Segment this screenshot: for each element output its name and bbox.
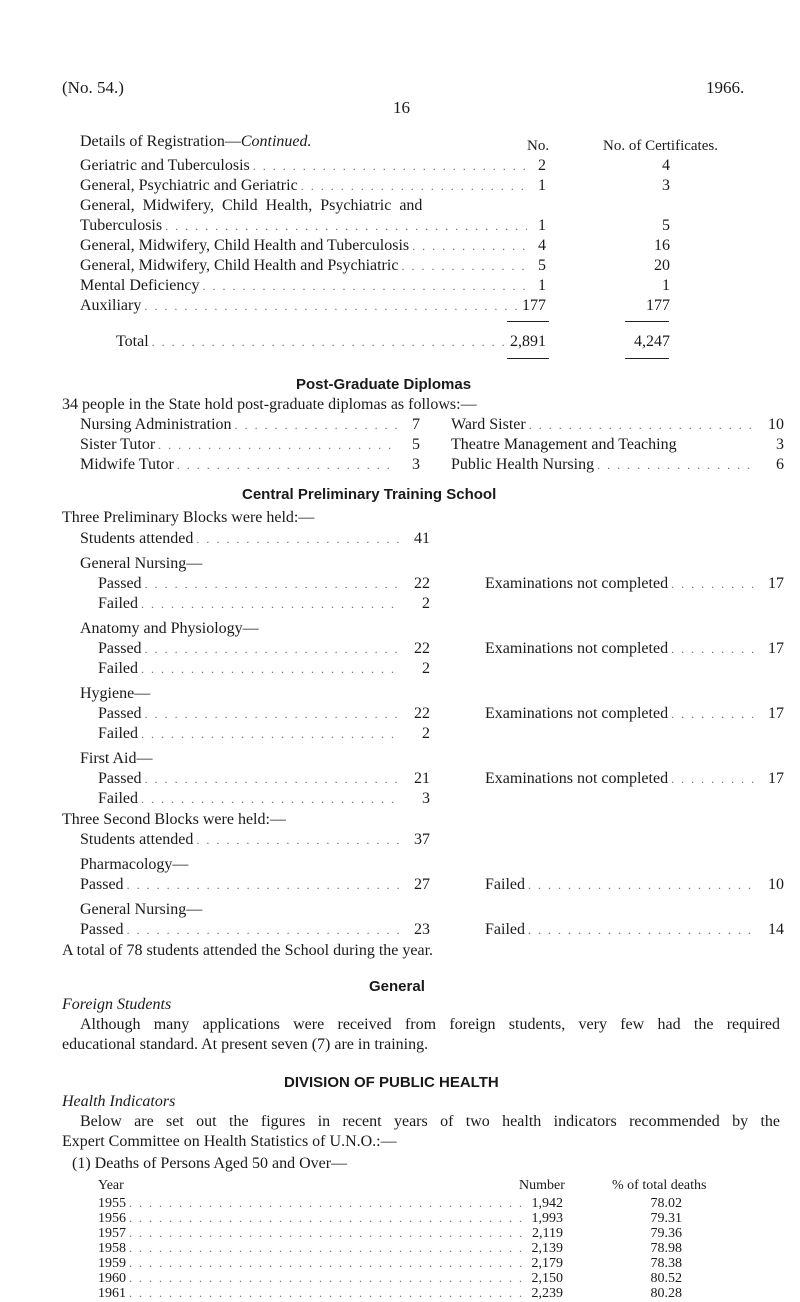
table-cell-year: 1958 bbox=[98, 1241, 126, 1256]
passed-label: Passed . . . bbox=[98, 705, 402, 723]
cpts-title: Central Preliminary Training School bbox=[242, 486, 497, 503]
registration-cert: 16 bbox=[654, 237, 670, 254]
page-number: 16 bbox=[393, 98, 410, 117]
subject-pharmacology: Pharmacology— bbox=[80, 856, 189, 873]
failed-value: 10 bbox=[768, 876, 784, 893]
postgrad-item: Sister Tutor . . . bbox=[80, 436, 400, 454]
students-attended: Students attended . . . bbox=[80, 530, 402, 548]
postgrad-title: Post-Graduate Diplomas bbox=[296, 376, 472, 393]
registration-row: Geriatric and Tuberculosis . . . bbox=[80, 157, 530, 175]
passed-label: Passed . . . bbox=[98, 770, 402, 788]
subject-general-nursing-2: General Nursing— bbox=[80, 901, 203, 918]
public-health-line2: Expert Committee on Health Statistics of U.N.O.:— bbox=[62, 1133, 397, 1150]
general-title: General bbox=[369, 978, 425, 995]
failed-value: 3 bbox=[422, 790, 430, 807]
sum-rule bbox=[507, 321, 549, 322]
failed-label: Failed . . . bbox=[98, 725, 402, 743]
table-cell-number: 1,942 bbox=[531, 1196, 563, 1211]
subject-hygiene: Hygiene— bbox=[80, 685, 151, 702]
table-cell-pct: 78.38 bbox=[650, 1256, 682, 1271]
passed-label: Passed . . . bbox=[80, 921, 402, 939]
table-cell-year: 1955 bbox=[98, 1196, 126, 1211]
postgrad-item: Ward Sister . . . bbox=[451, 416, 759, 434]
postgrad-intro: 34 people in the State hold post-graduate diplomas as follows:— bbox=[62, 396, 477, 413]
table-cell-year: 1957 bbox=[98, 1226, 126, 1241]
cpts-intro2: Three Second Blocks were held:— bbox=[62, 811, 286, 828]
failed-value: 2 bbox=[422, 725, 430, 742]
registration-cert: 3 bbox=[662, 177, 670, 194]
table-cell-pct: 79.36 bbox=[650, 1226, 682, 1241]
registration-no: 177 bbox=[522, 297, 546, 314]
table-cell-number: 2,239 bbox=[531, 1286, 563, 1301]
postgrad-value: 3 bbox=[412, 456, 420, 473]
registration-no: 2 bbox=[538, 157, 546, 174]
table-cell-year: 1961 bbox=[98, 1286, 126, 1301]
students-attended-value: 37 bbox=[414, 831, 430, 848]
failed-value: 2 bbox=[422, 660, 430, 677]
registration-no: 1 bbox=[538, 177, 546, 194]
exam-value: 17 bbox=[768, 640, 784, 657]
registration-row: Mental Deficiency . . . bbox=[80, 277, 530, 295]
cpts-total-line: A total of 78 students attended the School during the year. bbox=[62, 942, 434, 959]
postgrad-item: Public Health Nursing . . . bbox=[451, 456, 759, 474]
table-row bbox=[98, 1256, 528, 1272]
failed-label: Failed . . . bbox=[98, 790, 402, 808]
table-cell-pct: 78.02 bbox=[650, 1196, 682, 1211]
table-row bbox=[98, 1241, 528, 1257]
registration-cert: 20 bbox=[654, 257, 670, 274]
postgrad-value: 3 bbox=[776, 436, 784, 453]
postgrad-value: 7 bbox=[412, 416, 420, 433]
public-health-title: DIVISION OF PUBLIC HEALTH bbox=[284, 1074, 499, 1091]
registration-cert: 177 bbox=[646, 297, 670, 314]
public-health-line1: Below are set out the figures in recent years of two health indicators recommended by the bbox=[80, 1113, 780, 1130]
table-row bbox=[98, 1271, 528, 1287]
subject-general-nursing: General Nursing— bbox=[80, 555, 203, 572]
failed-label: Failed . . . bbox=[485, 921, 761, 939]
registration-row: Auxiliary . . . bbox=[80, 297, 530, 315]
registration-cert: 5 bbox=[662, 217, 670, 234]
registration-total-no: 2,891 bbox=[510, 333, 546, 350]
failed-value: 2 bbox=[422, 595, 430, 612]
registration-no: 5 bbox=[538, 257, 546, 274]
table-cell-pct: 78.98 bbox=[650, 1241, 682, 1256]
document-number: (No. 54.) bbox=[62, 78, 124, 97]
document-year: 1966. bbox=[706, 78, 745, 97]
passed-value: 23 bbox=[414, 921, 430, 938]
registration-total-cert: 4,247 bbox=[634, 333, 670, 350]
postgrad-value: 6 bbox=[776, 456, 784, 473]
exam-value: 17 bbox=[768, 770, 784, 787]
col-year-header: Year bbox=[98, 1178, 124, 1193]
table-cell-year: 1959 bbox=[98, 1256, 126, 1271]
table-cell-number: 1,993 bbox=[531, 1211, 563, 1226]
postgrad-item: Theatre Management and Teaching bbox=[451, 436, 677, 453]
students-attended: Students attended . . . bbox=[80, 831, 402, 849]
table-row bbox=[98, 1226, 528, 1242]
passed-value: 21 bbox=[414, 770, 430, 787]
registration-row: General, Midwifery, Child Health and Psychiatric . . . bbox=[80, 257, 530, 275]
table-cell-number: 2,150 bbox=[531, 1271, 563, 1286]
general-paragraph-line2: educational standard. At present seven (7) are in training. bbox=[62, 1036, 429, 1053]
table-cell-year: 1956 bbox=[98, 1211, 126, 1226]
postgrad-item: Midwife Tutor . . . bbox=[80, 456, 400, 474]
exam-not-completed: Examinations not completed . . . bbox=[485, 640, 761, 658]
table-cell-year: 1960 bbox=[98, 1271, 126, 1286]
failed-label: Failed . . . bbox=[485, 876, 761, 894]
col-cert-header: No. of Certificates. bbox=[603, 138, 718, 154]
exam-value: 17 bbox=[768, 575, 784, 592]
registration-row: General, Midwifery, Child Health, Psychiatric and bbox=[80, 197, 423, 214]
total-rule bbox=[625, 358, 669, 359]
col-number-header: Number bbox=[519, 1178, 565, 1193]
passed-label: Passed . . . bbox=[98, 575, 402, 593]
registration-total: Total . . . bbox=[116, 333, 530, 351]
failed-value: 14 bbox=[768, 921, 784, 938]
registration-row: Tuberculosis . . . bbox=[80, 217, 530, 235]
health-indicators-subtitle: Health Indicators bbox=[62, 1093, 176, 1110]
exam-not-completed: Examinations not completed . . . bbox=[485, 770, 761, 788]
table-cell-number: 2,139 bbox=[531, 1241, 563, 1256]
table-row bbox=[98, 1196, 528, 1212]
students-attended-value: 41 bbox=[414, 530, 430, 547]
registration-cert: 4 bbox=[662, 157, 670, 174]
table-row bbox=[98, 1286, 528, 1302]
table-cell-pct: 80.52 bbox=[650, 1271, 682, 1286]
registration-row: General, Psychiatric and Geriatric . . . bbox=[80, 177, 530, 195]
table-cell-number: 2,179 bbox=[531, 1256, 563, 1271]
postgrad-item: Nursing Administration . . . bbox=[80, 416, 400, 434]
cpts-intro1: Three Preliminary Blocks were held:— bbox=[62, 509, 315, 526]
exam-not-completed: Examinations not completed . . . bbox=[485, 575, 761, 593]
failed-label: Failed . . . bbox=[98, 660, 402, 678]
passed-label: Passed . . . bbox=[98, 640, 402, 658]
col-pct-header: % of total deaths bbox=[612, 1178, 707, 1193]
col-no-header: No. bbox=[527, 138, 550, 154]
subject-first-aid: First Aid— bbox=[80, 750, 153, 767]
postgrad-value: 10 bbox=[768, 416, 784, 433]
registration-no: 1 bbox=[538, 217, 546, 234]
passed-value: 27 bbox=[414, 876, 430, 893]
registration-title: Details of Registration—Continued. bbox=[80, 133, 312, 150]
registration-no: 1 bbox=[538, 277, 546, 294]
registration-no: 4 bbox=[538, 237, 546, 254]
failed-label: Failed . . . bbox=[98, 595, 402, 613]
total-rule bbox=[507, 358, 549, 359]
table-cell-pct: 80.28 bbox=[650, 1286, 682, 1301]
passed-value: 22 bbox=[414, 705, 430, 722]
registration-cert: 1 bbox=[662, 277, 670, 294]
general-subtitle: Foreign Students bbox=[62, 996, 172, 1013]
postgrad-value: 5 bbox=[412, 436, 420, 453]
exam-value: 17 bbox=[768, 705, 784, 722]
subject-anatomy: Anatomy and Physiology— bbox=[80, 620, 259, 637]
general-paragraph-line1: Although many applications were received from foreign students, very few had the required bbox=[80, 1016, 780, 1033]
table-row bbox=[98, 1211, 528, 1227]
registration-row: General, Midwifery, Child Health and Tuberculosis . . . bbox=[80, 237, 530, 255]
passed-label: Passed . . . bbox=[80, 876, 402, 894]
sum-rule bbox=[625, 321, 669, 322]
passed-value: 22 bbox=[414, 575, 430, 592]
table-cell-number: 2,119 bbox=[532, 1226, 563, 1241]
passed-value: 22 bbox=[414, 640, 430, 657]
table-cell-pct: 79.31 bbox=[650, 1211, 682, 1226]
exam-not-completed: Examinations not completed . . . bbox=[485, 705, 761, 723]
deaths-item-title: (1) Deaths of Persons Aged 50 and Over— bbox=[72, 1155, 348, 1172]
